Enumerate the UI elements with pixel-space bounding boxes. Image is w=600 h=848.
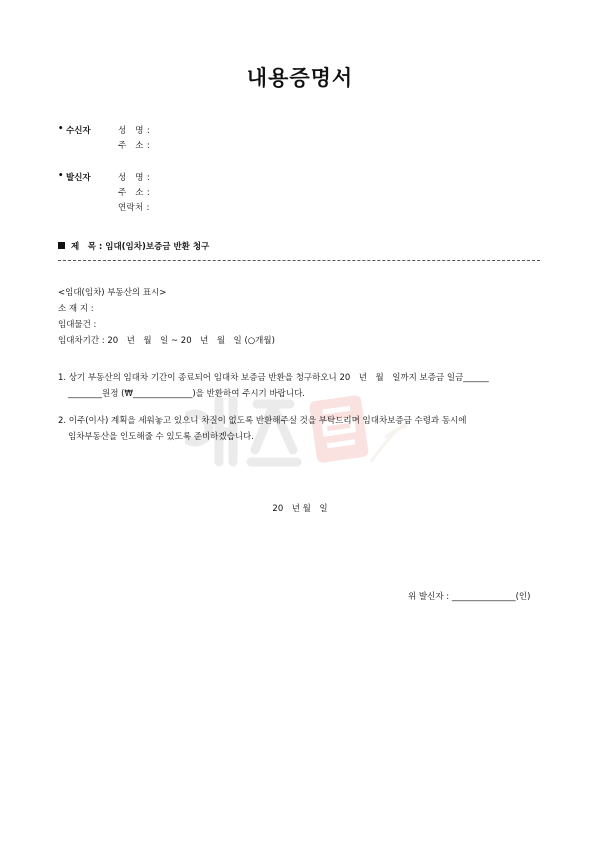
document-title: 내용증명서 xyxy=(246,66,354,90)
paragraph-2 xyxy=(58,413,548,445)
property-object: 임대물건 : xyxy=(58,320,97,330)
paragraph-1-line-2: ________원정 (₩______________)을 반환하여 주시기 바랍니다. xyxy=(68,389,306,399)
paragraph-1-line-1: 1. 상기 부동산의 임대차 기간이 종료되어 임대차 보증금 반환을 청구하오니 20 년 월 일까지 보증금 일금______ xyxy=(58,373,489,383)
document-date: 20 년 월 일 xyxy=(272,504,328,514)
sender-address-field: 주 소 : xyxy=(118,188,150,198)
sender-signature-line: 위 발신자 : _______________(인) xyxy=(408,592,531,602)
subject-text: 제 목 : 임대(임차)보증금 반환 청구 xyxy=(71,242,210,252)
recipient-bullet: • xyxy=(58,124,64,134)
sender-contact-field: 연락처 : xyxy=(118,203,150,213)
property-heading: <임대(임차) 부동산의 표시> xyxy=(58,288,167,298)
square-bullet-icon xyxy=(58,242,65,249)
dashed-divider xyxy=(58,260,540,261)
paragraph-2-line-1: 2. 이주(이사) 계획을 세워놓고 있으니 차질이 없도록 반환해주실 것을 부탁드리며 임대차보증금 수령과 동시에 xyxy=(58,416,467,426)
recipient-name-field: 성 명 : xyxy=(118,126,150,136)
paragraph-2-line-2: 임차부동산을 인도해줄 수 있도록 준비하겠습니다. xyxy=(68,432,254,442)
paragraph-1 xyxy=(58,370,548,402)
property-location: 소 재 지 : xyxy=(58,304,94,314)
property-period: 임대차기간 : 20 년 월 일 ~ 20 년 월 일 (○개월) xyxy=(58,336,275,346)
sender-name-field: 성 명 : xyxy=(118,173,150,183)
subject-line xyxy=(58,240,209,252)
sender-bullet: • xyxy=(58,171,64,181)
recipient-label: 수신자 xyxy=(66,126,91,136)
sender-label: 발신자 xyxy=(66,173,91,183)
recipient-address-field: 주 소 : xyxy=(118,141,150,151)
